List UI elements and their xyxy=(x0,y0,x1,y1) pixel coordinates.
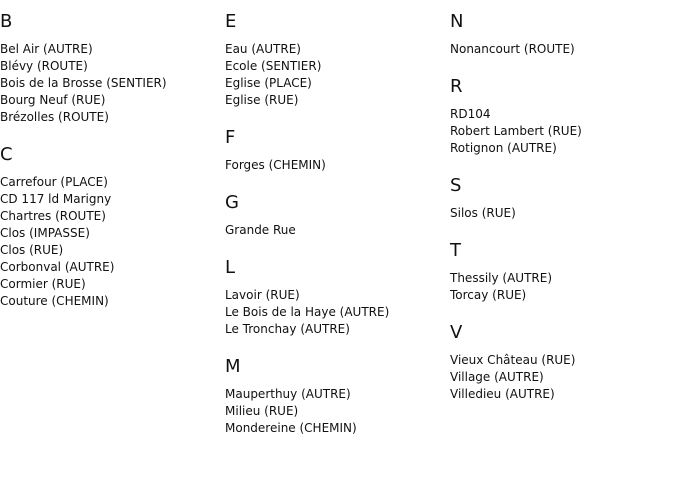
column-3 xyxy=(450,0,675,403)
street-list xyxy=(0,166,225,310)
letter-heading: F xyxy=(225,127,236,148)
street-list xyxy=(0,33,225,126)
street-link[interactable]: Bourg Neuf (RUE) xyxy=(0,93,106,107)
street-link[interactable]: Thessily (AUTRE) xyxy=(450,271,553,285)
street-link[interactable]: RD104 xyxy=(450,107,491,121)
letter-heading: N xyxy=(450,11,464,32)
street-list xyxy=(450,197,675,222)
letter-group xyxy=(225,109,450,174)
street-link[interactable]: Villedieu (AUTRE) xyxy=(450,387,555,401)
letter-heading: T xyxy=(450,240,461,261)
letter-heading: L xyxy=(225,257,236,278)
letter-heading: S xyxy=(450,175,462,196)
street-link[interactable]: Eglise (PLACE) xyxy=(225,76,312,90)
street-link[interactable]: Grande Rue xyxy=(225,223,296,237)
street-link[interactable]: Eau (AUTRE) xyxy=(225,42,301,56)
street-link[interactable]: Mondereine (CHEMIN) xyxy=(225,421,357,435)
street-link[interactable]: Eglise (RUE) xyxy=(225,93,299,107)
letter-group xyxy=(450,157,675,222)
street-link[interactable]: Clos (IMPASSE) xyxy=(0,226,90,240)
street-link[interactable]: Chartres (ROUTE) xyxy=(0,209,106,223)
street-link[interactable]: Vieux Château (RUE) xyxy=(450,353,576,367)
street-link[interactable]: Robert Lambert (RUE) xyxy=(450,124,582,138)
street-link[interactable]: Blévy (ROUTE) xyxy=(0,59,88,73)
letter-heading: B xyxy=(0,11,13,32)
letter-group xyxy=(225,0,450,109)
street-list xyxy=(225,214,450,239)
street-list xyxy=(225,33,450,109)
column-2 xyxy=(225,0,450,437)
street-list xyxy=(225,279,450,338)
street-list xyxy=(450,98,675,157)
letter-group xyxy=(225,239,450,338)
street-link[interactable]: Torcay (RUE) xyxy=(450,288,527,302)
letter-group xyxy=(225,338,450,437)
street-list xyxy=(450,344,675,403)
street-list xyxy=(450,262,675,304)
letter-heading: M xyxy=(225,356,241,377)
street-link[interactable]: Bel Air (AUTRE) xyxy=(0,42,93,56)
street-list xyxy=(450,33,675,58)
street-link[interactable]: Couture (CHEMIN) xyxy=(0,294,109,308)
letter-group xyxy=(450,58,675,157)
letter-group xyxy=(225,174,450,239)
street-link[interactable]: Lavoir (RUE) xyxy=(225,288,300,302)
letter-group xyxy=(0,0,225,126)
street-list xyxy=(225,149,450,174)
street-link[interactable]: Cormier (RUE) xyxy=(0,277,86,291)
street-link[interactable]: Forges (CHEMIN) xyxy=(225,158,326,172)
street-link[interactable]: Clos (RUE) xyxy=(0,243,64,257)
column-1 xyxy=(0,0,225,310)
street-list xyxy=(225,378,450,437)
letter-heading: E xyxy=(225,11,237,32)
letter-group xyxy=(450,0,675,58)
street-link[interactable]: Bois de la Brosse (SENTIER) xyxy=(0,76,167,90)
letter-group xyxy=(450,304,675,403)
street-link[interactable]: Village (AUTRE) xyxy=(450,370,544,384)
street-link[interactable]: Nonancourt (ROUTE) xyxy=(450,42,575,56)
street-link[interactable]: Corbonval (AUTRE) xyxy=(0,260,115,274)
letter-group xyxy=(0,126,225,310)
street-link[interactable]: Silos (RUE) xyxy=(450,206,516,220)
street-link[interactable]: Rotignon (AUTRE) xyxy=(450,141,557,155)
letter-heading: R xyxy=(450,76,463,97)
street-link[interactable]: Brézolles (ROUTE) xyxy=(0,110,109,124)
street-link[interactable]: Mauperthuy (AUTRE) xyxy=(225,387,351,401)
letter-heading: V xyxy=(450,322,463,343)
street-link[interactable]: Le Tronchay (AUTRE) xyxy=(225,322,350,336)
letter-heading: G xyxy=(225,192,239,213)
street-link[interactable]: Milieu (RUE) xyxy=(225,404,299,418)
street-link[interactable]: Le Bois de la Haye (AUTRE) xyxy=(225,305,390,319)
street-link[interactable]: Ecole (SENTIER) xyxy=(225,59,322,73)
street-link[interactable]: CD 117 ld Marigny xyxy=(0,192,112,206)
street-link[interactable]: Carrefour (PLACE) xyxy=(0,175,108,189)
letter-group xyxy=(450,222,675,304)
letter-heading: C xyxy=(0,144,13,165)
